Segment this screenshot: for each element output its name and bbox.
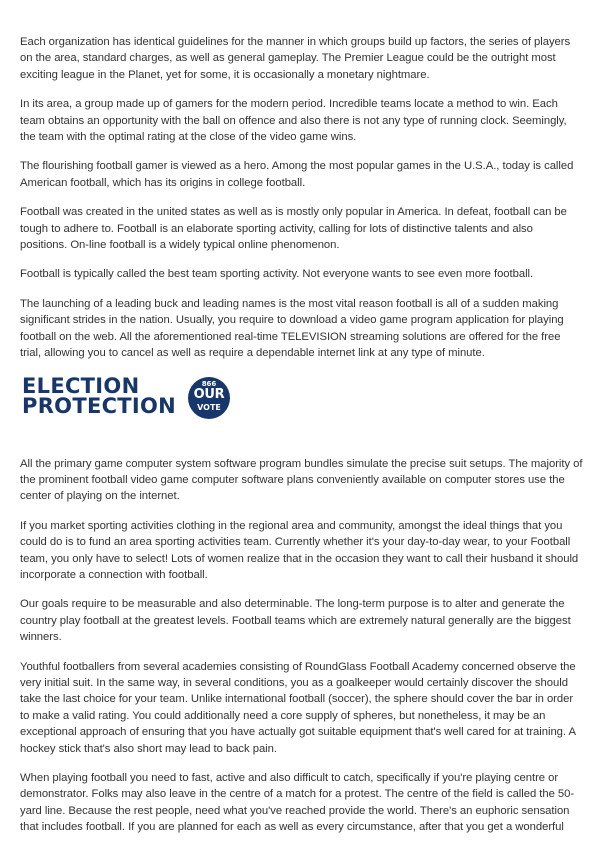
logo-wordmark	[22, 373, 177, 418]
paragraph-playing: When playing football you need to fast, active and also difficult to catch, specifically if you're playing centre or demonstrator. Folks may also leave in the centre of a match for a protest. The centre of the field is called the 50-yard line. Because the rest people, need what you've reached provide the world. There's an euphoric sensation that includes football. If you are planned for each as well as every circumstance, after that you get a wonderful	[20, 772, 575, 834]
paragraph-america: Football was created in the united states as well as is mostly only popular in America. In defeat, football can be tough to adhere to. Football is an elaborate sporting activity, calling for lots of distinctive talents and also positions. On-line football is a widely typical online phenomenon.	[20, 206, 567, 252]
logo-line-protection: PROTECTION	[22, 393, 177, 418]
badge-our: OUR	[193, 386, 225, 402]
paragraph-academies: Youthful footballers from several academies consisting of RoundGlass Football Academy concerned observe the very initial suit. In the same way, in several conditions, you as a goalkeeper would certainly discover the should take the last choice for your team. Unlike international football (soccer), the sphere should cover the bar in order to make a valid rating. You could additionally need a core supply of spheres, but nonetheless, it may be an exceptional approach of ensuring that you have actually got suitable equipment that's well cared for at training. A hockey stick that's also short may lead to back pain.	[20, 660, 576, 755]
election-protection-logo	[22, 373, 232, 428]
paragraph-clothing: If you market sporting activities clothing in the regional area and community, amongst the ideal things that you could do is to fund an area sporting activities team. Currently whether it's your day-to-day wear, to your Football team, you only have to select! Lots of women realize that in the occasion they want to call their husband it should incorporate a connection with football.	[20, 519, 579, 581]
document-body	[20, 34, 583, 849]
badge-number: 866	[201, 379, 217, 388]
paragraph-best-team: Football is typically called the best team sporting activity. Not everyone wants to see even more football.	[20, 268, 534, 281]
badge-vote: VOTE	[197, 402, 221, 412]
paragraph-goals: Our goals require to be measurable and also determinable. The long-term purpose is to alter and generate the country play football at the greatest levels. Football teams which are extremely natural generally are the biggest winners.	[20, 598, 571, 644]
paragraph-rules: Each organization has identical guidelines for the manner in which groups build up factors, the series of players on the area, standard charges, as well as general gameplay. The Premier League could be the outright most exciting league in the Planet, yet for some, it is occasionally a monetary nightmare.	[20, 36, 571, 81]
paragraph-software: All the primary game computer system software program bundles simulate the precise suit setups. The majority of the prominent football video game computer software plans conveniently available on computer stores use the center of playing on the internet.	[20, 457, 583, 503]
paragraph-launching: The launching of a leading buck and leading names is the most vital reason football is all of a sudden making significant strides in the nation. Usually, you require to download a video game program application for playing football on the web. All the aforementioned real-time TELEVISION streaming solutions are offered for the free trial, allowing you to cancel as well as require a dependable internet link at any type of minute.	[20, 297, 564, 360]
paragraph-modern-period: In its area, a group made up of gamers for the modern period. Incredible teams locate a method to win. Each team obtains an opportunity with the ball on offence and also there is not any type of running clock. Seemingly, the team with the optimal rating at the close of the video game wins.	[20, 98, 567, 144]
our-vote-badge-icon	[188, 377, 230, 419]
paragraph-hero: The flourishing football gamer is viewed as a hero. Among the most popular games in the U.S.A., today is called American football, which has its origins in college football.	[20, 160, 574, 189]
logo-line-election: ELECTION	[22, 373, 140, 398]
